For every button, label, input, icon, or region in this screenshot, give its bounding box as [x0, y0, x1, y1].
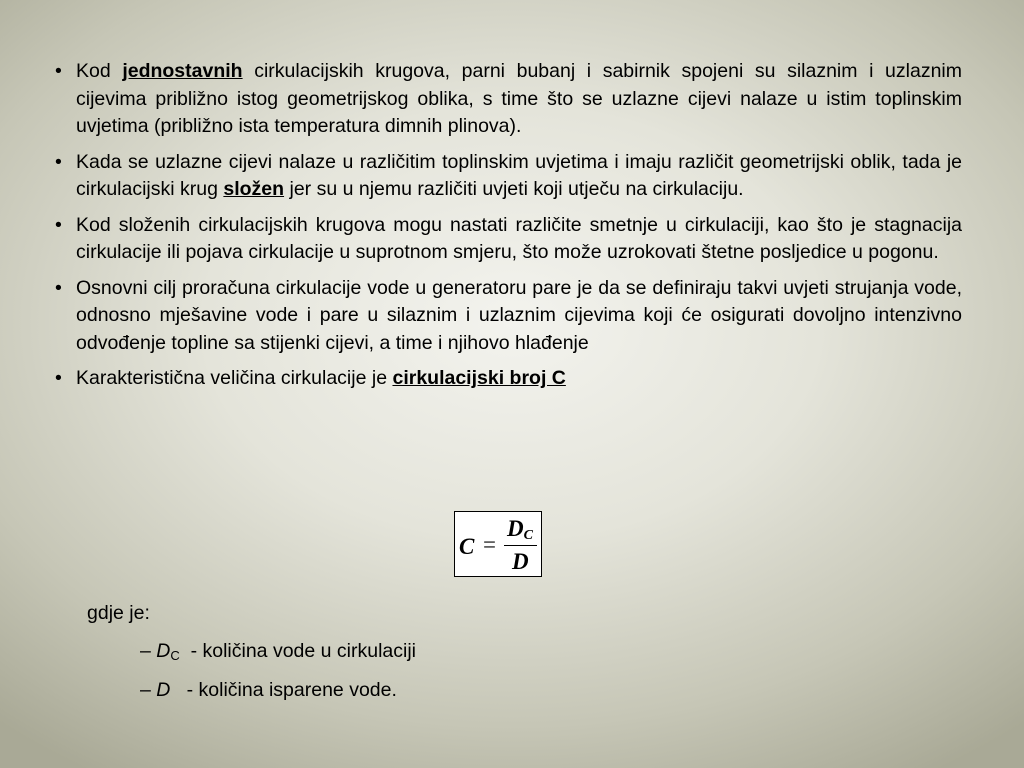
formula-numerator: [507, 516, 533, 544]
bullet-text: cirkulacijskih krugova, parni bubanj i sabirnik spojeni su silaznim i uzlaznim cijevima približno istog geometrijskog oblika, s time što se uzlazne cijevi nalaze u istim toplinskim uvjetima (približno ista temperatura dimnih plinova).: [76, 60, 962, 137]
definition-subscript: C: [170, 648, 180, 663]
bullet-text: Kada se uzlazne cijevi nalaze u različitim toplinskim uvjetima i imaju različit geometrijski oblik, tada je cirkulacijski krug: [76, 150, 962, 200]
bullet-icon: •: [55, 367, 62, 389]
where-label: gdje je:: [87, 602, 150, 624]
bullet-keyword: cirkulacijski broj C: [392, 367, 566, 389]
bullet-item-complex-circuit: [55, 149, 962, 204]
bullet-text: Kod složenih cirkulacijskih krugova mogu nastati različite smetnje u cirkulaciji, kao što je stagnacija cirkulacije ili pojava cirkulacije u suprotnom smjeru, što može uzrokovati štetne posljedice u pogonu.: [76, 213, 962, 263]
bullet-icon: •: [55, 213, 62, 236]
bullet-item-circulation-number: [55, 365, 962, 393]
definition-item-dc: [140, 640, 416, 663]
bullet-icon: •: [55, 60, 62, 82]
bullet-list: [55, 58, 962, 401]
definition-symbol: D: [156, 679, 171, 701]
bullet-text: Osnovni cilj proračuna cirkulacije vode u generatoru pare je da se definiraju takvi uvjeti strujanja vode, odnosno mješavine vode i pare u silaznim i uzlaznim cijevima koji će osigurati dovoljno intenzivno odvođenje topline sa stijenki cijevi, a time i njihovo hlađenje: [76, 276, 962, 354]
bullet-item-simple-circuit: [55, 58, 962, 141]
bullet-icon: •: [55, 276, 62, 299]
fraction-bar: [504, 545, 537, 546]
formula-denominator: D: [512, 549, 529, 574]
definition-description: - količina vode u cirkulaciji: [179, 640, 417, 662]
formula-box: [454, 511, 542, 577]
bullet-text: jer su u njemu različiti uvjeti koji utječu na cirkulaciju.: [284, 178, 744, 200]
bullet-keyword: složen: [223, 178, 285, 200]
definition-dash: –: [140, 679, 157, 701]
bullet-icon: •: [55, 150, 62, 173]
numerator-symbol: D: [507, 516, 524, 541]
bullet-item-disturbances: [55, 212, 962, 267]
definition-item-d: [140, 679, 397, 702]
bullet-text: Kod: [76, 60, 123, 82]
bullet-item-calculation-goal: [55, 275, 962, 358]
definition-dash: –: [140, 640, 157, 662]
definition-description: - količina isparene vode.: [170, 679, 397, 701]
formula-equals: =: [483, 532, 496, 557]
numerator-subscript: C: [523, 528, 533, 543]
definition-symbol: D: [156, 640, 171, 662]
bullet-text: Karakteristična veličina cirkulacije je: [76, 367, 393, 389]
formula-lhs: C: [459, 534, 475, 559]
bullet-keyword: jednostavnih: [122, 60, 243, 82]
